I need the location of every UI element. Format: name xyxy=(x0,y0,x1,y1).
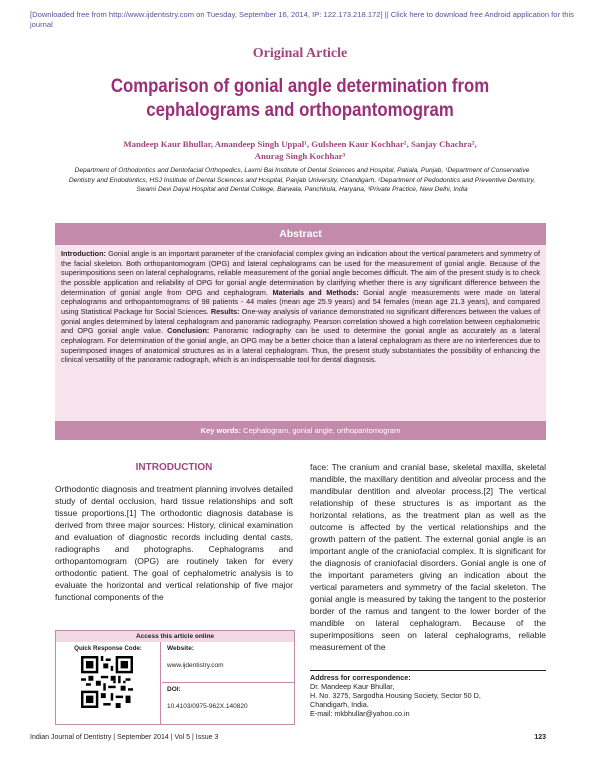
authors-line-2: Anurag Singh Kochhar³ xyxy=(254,151,346,161)
paper-title: Comparison of gonial angle determination from cephalograms and orthopantomogram xyxy=(110,75,490,121)
correspondence-line-3: Chandigarh, India. xyxy=(310,700,369,709)
download-banner[interactable] xyxy=(30,10,590,30)
access-article-box xyxy=(55,630,295,725)
download-banner-text[interactable]: [Downloaded free from http://www.ijdentistry.com on Tuesday, September 16, 2014, IP: 122.173.218.172] || Click here to download free Android application for this journal xyxy=(30,10,574,29)
keywords-label: Key words: xyxy=(200,426,242,435)
correspondence-email[interactable]: E-mail: mkbhullar@yahoo.co.in xyxy=(310,709,410,718)
right-column-text: face: The cranium and cranial base, skeletal maxilla, skeletal mandible, the maxillary dentition and alveolar process and the mandibular dentition and alveolar process.[2] The vertical relationship of these structures is as important as the horizontal relations, as the treatment plan as well as the outcome is affected by the vertical relationships and the growth pattern of the patient. The external gonial angle is an important angle of the craniofacial complex. It is significant for the diagnosis of craniofacial disorders. Gonial angle is one of the important parameters giving an indication about the vertical parameters and symmetry of the facial skeleton. The gonial angle is measured by taking the tangent to the posterior border of the ramus and tangent to the lower border of the mandible on lateral cephalogram. Because of the superimpositions seen on lateral cephalograms, reliable measurement of the xyxy=(310,462,546,652)
abstract-box xyxy=(55,223,546,440)
abstract-text xyxy=(55,245,546,365)
website-label: Website: xyxy=(167,645,194,652)
results-text: One-way analysis of variance demonstrated no significant differences between the values of gonial angles determined by lateral cephalogram and panoramic radiography. Pearson correlation showed a high correlation between cephalometric and OPG gonial angle value. xyxy=(61,306,540,336)
conclusion-text: Panoramic radiography can be used to determine the gonial angle as accurately as a lateral cephalogram. For determination of the gonial angle, an OPG may be a better choice than a lateral cephalogram as there are no interferences due to superimposed images of anatomical structures as in a lateral cephalogram. Thus, the present study substantiates the possibility of enhancing the clinical versatility of the panoramic radiograph, which is an indispensable tool for dental diagnosis. xyxy=(61,326,540,365)
access-heading: Access this article online xyxy=(56,631,294,642)
introduction-para-1: Orthodontic diagnosis and treatment planning involves detailed study of dental occlusion, hard tissue relationships and soft tissue proportions.[1] The orthodontic diagnosis database is derived from three major sources: History, clinical examination and evaluation of diagnostic records including dental casts, radiographs and photographs. Cephalograms and orthopantomogram (OPG) are routinely taken for every orthodontic patient. The goal of cephalometric analysis is to evaluate the horizontal and vertical relationship of five major functional components of the xyxy=(55,484,293,602)
qr-code-icon[interactable] xyxy=(81,656,133,708)
affiliations: Department of Orthodontics and Dentofacial Orthopedics, Laxmi Bai Institute of Dental Sciences and Hospital, Patiala, Punjab, ¹Department of Conservative Dentistry and Endodontics, HSJ Institute of Dental Sciences and Hospital, Panjab University, Chandigarh, ²Department of Pedodontics and Preventive Dentistry, Swami Devi Dayal Hospital and Dental College, Barwala, Panchkula, Haryana, ³Private Practice, New Delhi, India xyxy=(68,167,536,193)
qr-label: Quick Response Code: xyxy=(74,645,142,652)
left-column xyxy=(55,462,293,603)
website-doi-cell xyxy=(162,642,294,724)
doi-row xyxy=(162,683,294,724)
page-footer xyxy=(30,734,546,741)
correspondence-address xyxy=(310,670,546,718)
footer-journal: Indian Journal of Dentistry | September 2014 | Vol 5 | Issue 3 xyxy=(30,734,219,741)
intro-label: Introduction: xyxy=(61,249,106,258)
authors-line-1: Mandeep Kaur Bhullar, Amandeep Singh Uppal¹, Gulsheen Kaur Kochhar², Sanjay Chachra², xyxy=(123,139,477,149)
abstract-heading: Abstract xyxy=(55,223,546,245)
keywords-text: Cephalogram, gonial angle, orthopantomogram xyxy=(241,426,401,435)
website-row xyxy=(162,642,294,683)
conclusion-label: Conclusion: xyxy=(167,326,210,336)
intro-text: Gonial angle is an important parameter of the craniofacial complex giving an indication about the vertical parameters and symmetry of the facial skeleton. Both orthopantomogram (OPG) and lateral cephalograms can be used for the measurement of gonial angle. Because of the superimpositions seen on lateral cephalograms, reliable measurement of the gonial angle becomes difficult. The aim of the present study is to check the possible application and reliability of OPG for gonial angle determination by clarifying whether there is any significant difference between the determination of gonial angle from OPG and cephalogram. xyxy=(61,249,540,297)
keywords-bar xyxy=(55,421,546,440)
qr-cell xyxy=(56,642,161,724)
article-type: Original Article xyxy=(252,46,348,61)
correspondence-label: Address for correspondence: xyxy=(310,673,411,682)
doi-label: DOI: xyxy=(167,686,181,693)
correspondence-line-2: H. No. 3275, Sargodha Housing Society, Sector 50 D, xyxy=(310,691,481,700)
authors xyxy=(60,138,540,162)
introduction-heading: INTRODUCTION xyxy=(135,462,213,473)
methods-text: Gonial angle measurements were made on lateral cephalograms and orthopantomograms of 98 patients - 44 males (mean age 25.9 years) and 54 females (mean age 21.3 years), and compared using Statistical Package for Social Sciences. xyxy=(61,287,540,316)
results-label: Results: xyxy=(210,306,240,316)
page-number: 123 xyxy=(534,734,546,741)
correspondence-line-1: Dr. Mandeep Kaur Bhullar, xyxy=(310,682,395,691)
website-link[interactable]: www.ijdentistry.com xyxy=(167,662,224,669)
doi-value[interactable]: 10.4103/0975-962X.140820 xyxy=(167,703,248,710)
methods-label: Materials and Methods: xyxy=(272,287,359,297)
